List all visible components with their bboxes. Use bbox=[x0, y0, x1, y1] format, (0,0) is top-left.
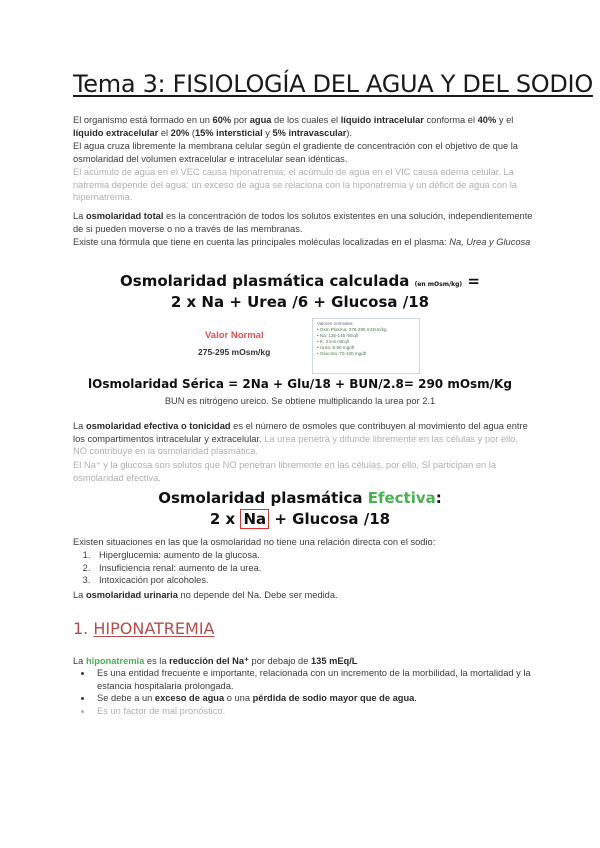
text-bold: pérdida de sodio mayor que de agua bbox=[252, 693, 415, 704]
formula-text: 2 x bbox=[209, 510, 241, 528]
formula-effective-equation bbox=[60, 510, 540, 528]
normal-value-item: • K: 3.5-5 mEq/l bbox=[317, 339, 349, 345]
formula-na-boxed: Na bbox=[240, 509, 269, 529]
text-bold: 5% intravascular bbox=[272, 127, 347, 138]
list-item: 1. Hiperglucemia: aumento de la glucosa. bbox=[93, 549, 533, 562]
text: conforma el bbox=[423, 115, 478, 125]
paragraph-water-membrane: El agua cruza libremente la membrana celular según el gradiente de concentración con el objetivo de que la osmolaridad del volumen extracelular e intracelular sean idénticas. bbox=[73, 141, 518, 164]
text: no depende del Na. Debe ser medida. bbox=[177, 590, 338, 600]
text: es la bbox=[144, 656, 170, 666]
normal-value-item: • Glucosa: 70-100 mg/dl bbox=[317, 351, 367, 357]
page-title: Tema 3: FISIOLOGÍA DEL AGUA Y DEL SODIO bbox=[73, 70, 593, 98]
text-bold: osmolaridad urinaria bbox=[85, 590, 178, 600]
text-bold: 40% bbox=[477, 115, 497, 125]
text: Se debe a un bbox=[97, 693, 155, 704]
text: La bbox=[73, 421, 86, 431]
paragraph-total-osmolarity bbox=[73, 210, 533, 235]
paragraph-formula-intro bbox=[73, 236, 533, 249]
paragraph-water-accumulation: El acúmulo de agua en el VEC causa hiponatremia; el acúmulo de agua en el VIC causa edema celular. La natremia depende del agua: un exceso de agua se relaciona con la hiponatremia y un déficit de agua con la hipernatremia. bbox=[73, 167, 517, 203]
text: La bbox=[73, 656, 86, 666]
text-bold: agua bbox=[249, 115, 272, 125]
bun-note: BUN es nitrógeno ureico. Se obtiene multiplicando la urea por 2.1 bbox=[164, 396, 436, 406]
text-bold: osmolaridad total bbox=[85, 211, 164, 221]
hiponatremia-bullets bbox=[73, 667, 548, 717]
list-item: 2. Insuficiencia renal: aumento de la urea. bbox=[93, 562, 533, 575]
item-text: Glucosa: 70-100 mg/dl bbox=[319, 351, 367, 357]
text: La bbox=[73, 211, 86, 221]
section-number: 1. bbox=[73, 619, 94, 638]
normal-values-title: Valores normales: bbox=[317, 321, 354, 326]
paragraph-urinary-osmolarity bbox=[73, 589, 533, 602]
normal-value-item: • Urea: 5-50 mg/dl bbox=[317, 345, 355, 351]
text-bold: reducción del Na⁺ bbox=[169, 656, 249, 666]
list-item: • Es un factor de mal pronóstico. bbox=[93, 705, 548, 718]
formula-calculated-equation: 2 x Na + Urea /6 + Glucosa /18 bbox=[170, 293, 430, 311]
list-item: • Es una entidad frecuente e importante, relacionada con un incremento de la morbilidad, la mortalidad y la estancia hospitalaria prolongada. bbox=[93, 667, 548, 692]
text: y el bbox=[496, 115, 514, 125]
formula-text-green: Efectiva bbox=[367, 489, 436, 507]
text-grey: La urea penetra y difunde libremente en las células y por ello, NO contribuye en la osmolaridad plasmática. bbox=[73, 433, 518, 457]
text-italic: Na, Urea y Glucosa bbox=[449, 237, 531, 247]
text: es el número de osmoles que contribuyen al movimiento del agua entre los compartimentos intracelular y extracelular. bbox=[73, 421, 528, 444]
normal-values-box bbox=[312, 318, 420, 374]
item-text: Osm Plasma: 275-295 mOsm/kg bbox=[319, 327, 387, 333]
text-bold: 15% intersticial bbox=[194, 127, 263, 138]
text: y bbox=[262, 127, 273, 138]
formula-text: Osmolaridad plasmática calculada bbox=[120, 272, 410, 290]
text: o una bbox=[224, 693, 253, 704]
formula-serum-osmolarity: lOsmolaridad Sérica = 2Na + Glu/18 + BUN/2.8= 290 mOsm/Kg bbox=[88, 377, 512, 391]
text-bold: 135 mEq/L bbox=[310, 656, 358, 666]
text-bold: exceso de agua bbox=[154, 693, 225, 704]
formula-text: : bbox=[435, 489, 442, 507]
normal-value-label: Valor Normal bbox=[205, 330, 264, 341]
paragraph-situations-intro: Existen situaciones en las que la osmolaridad no tiene una relación directa con el sodio: bbox=[73, 537, 436, 547]
paragraph-na-glucose: El Na⁺ y la glucosa son solutos que NO penetran libremente en las células, por ello, SÍ participan en la osmolaridad efectiva. bbox=[73, 460, 496, 483]
normal-value-range: 275-295 mOsm/kg bbox=[198, 347, 271, 357]
item-text: Na: 135-145 mEq/l bbox=[319, 333, 359, 339]
text: de los cuales el bbox=[271, 115, 341, 125]
normal-value-item: • Osm Plasma: 275-295 mOsm/kg bbox=[317, 327, 387, 333]
formula-unit: (en mOsm/kg) bbox=[414, 281, 463, 288]
text: es la concentración de todos los solutos existentes en una solución, independientemente de si pueden moverse o no a través de las membranas. bbox=[73, 211, 533, 234]
text: . bbox=[414, 693, 417, 704]
normal-value-item: • Na: 135-145 mEq/l bbox=[317, 333, 359, 339]
list-item bbox=[93, 692, 548, 705]
item-text: K: 3.5-5 mEq/l bbox=[319, 339, 349, 345]
paragraph-hiponatremia-definition bbox=[73, 655, 533, 668]
text: por debajo de bbox=[248, 656, 311, 666]
text: ). bbox=[346, 127, 353, 138]
text-bold: líquido intracelular bbox=[340, 115, 424, 125]
text: Existe una fórmula que tiene en cuenta las principales moléculas localizadas en el plasma: bbox=[73, 237, 450, 247]
text: ( bbox=[189, 127, 195, 138]
list-item: 3. Intoxicación por alcoholes. bbox=[93, 574, 533, 587]
text: La bbox=[73, 590, 86, 600]
paragraph-body-composition bbox=[73, 114, 533, 139]
situations-list bbox=[73, 549, 533, 587]
formula-calculated-title bbox=[60, 272, 540, 290]
text-bold: 60% bbox=[212, 115, 232, 125]
text-bold: líquido extracelular bbox=[73, 127, 159, 138]
formula-effective-title bbox=[60, 489, 540, 507]
formula-text: = bbox=[462, 272, 480, 290]
text: por bbox=[231, 115, 250, 125]
formula-text: + Glucosa /18 bbox=[269, 510, 391, 528]
paragraph-effective-osmolarity bbox=[73, 420, 533, 458]
formula-text: Osmolaridad plasmática bbox=[158, 489, 368, 507]
text-bold: osmolaridad efectiva o tonicidad bbox=[85, 421, 231, 431]
text: El organismo está formado en un bbox=[73, 115, 213, 125]
item-text: Urea: 5-50 mg/dl bbox=[319, 345, 355, 351]
section-title: HIPONATREMIA bbox=[93, 619, 215, 638]
text: el bbox=[158, 127, 171, 138]
section-heading-hiponatremia bbox=[73, 619, 215, 638]
text-green: hiponatremia bbox=[85, 656, 145, 666]
text-bold: 20% bbox=[170, 127, 190, 138]
